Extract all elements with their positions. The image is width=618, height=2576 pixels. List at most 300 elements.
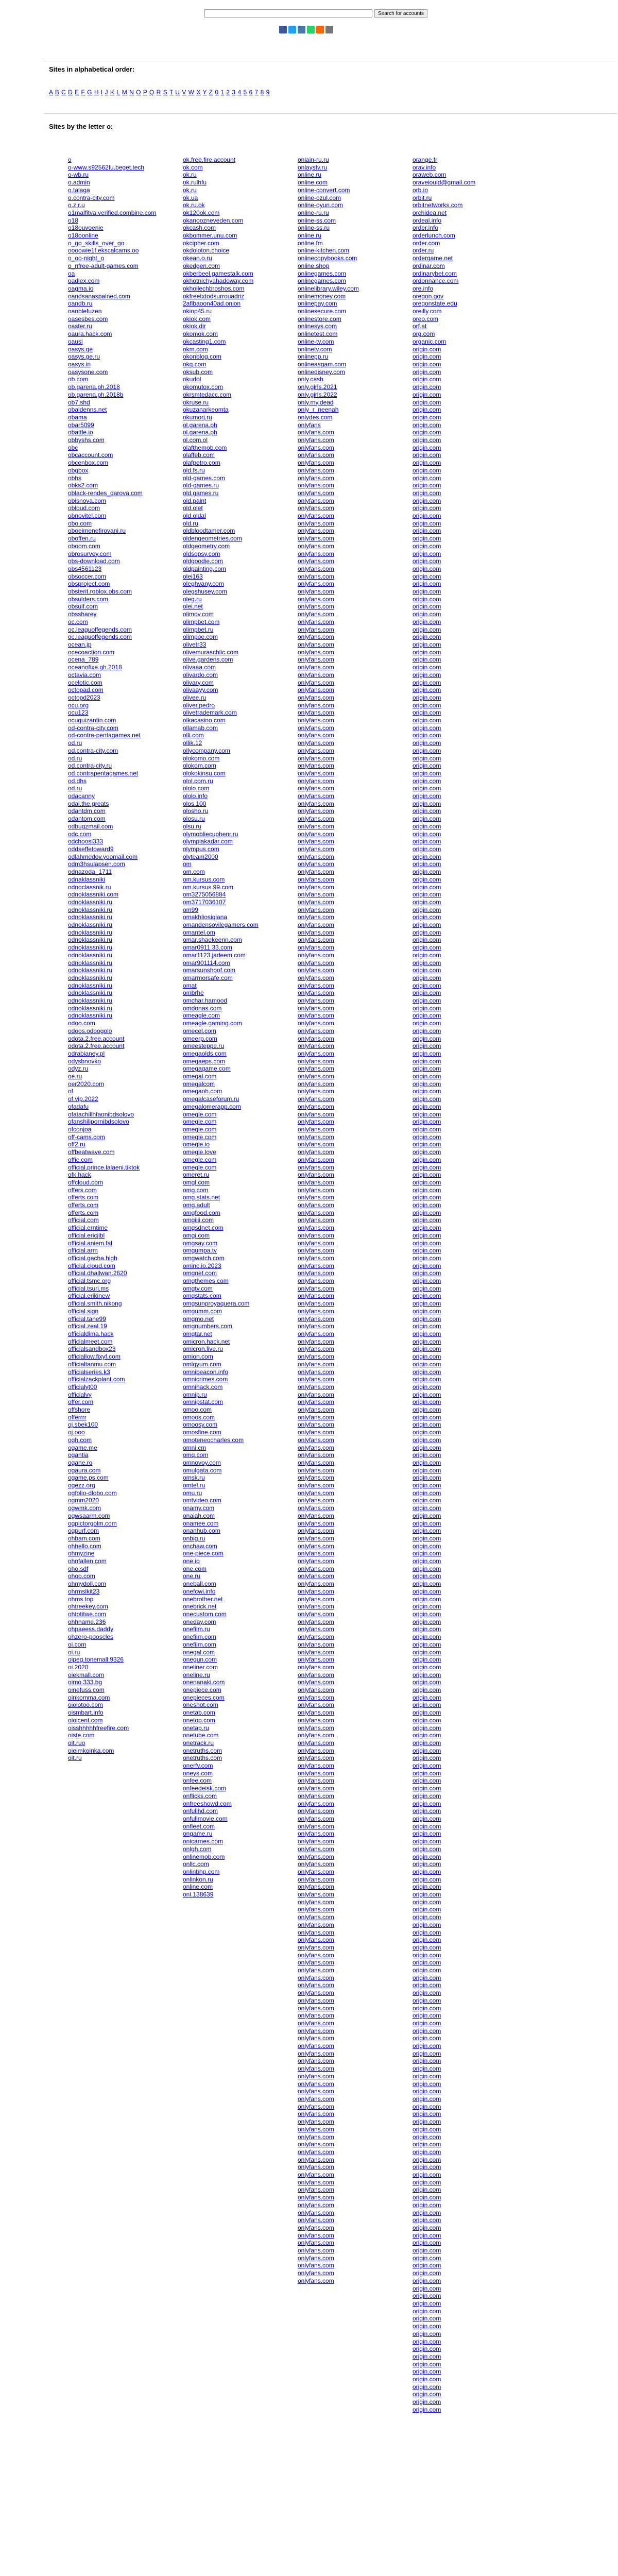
site-link[interactable]: oasys.ge	[68, 345, 93, 353]
site-link[interactable]: okedgen.com	[183, 262, 220, 269]
site-link[interactable]: origin.com	[413, 580, 441, 588]
site-link[interactable]: origin.com	[413, 1088, 441, 1095]
site-link[interactable]: origin.com	[413, 2110, 441, 2118]
site-link[interactable]: origin.com	[413, 1504, 441, 1512]
site-link[interactable]: onlyfans.com	[298, 1383, 334, 1391]
site-link[interactable]: onlyfans.com	[298, 838, 334, 845]
site-link[interactable]: onlyfans.com	[298, 512, 334, 520]
site-link[interactable]: origin.com	[413, 2186, 441, 2194]
site-link[interactable]: obisnova.com	[68, 497, 107, 504]
site-link[interactable]: onlyfans.com	[298, 436, 334, 444]
site-link[interactable]: origin.com	[413, 527, 441, 535]
site-link[interactable]: omar0911.33.com	[183, 944, 232, 952]
site-link[interactable]: onlyfans.com	[298, 2216, 334, 2224]
site-link[interactable]: od-contra-city.com	[68, 724, 118, 732]
site-link[interactable]: onlyfans.com	[298, 2103, 334, 2110]
site-link[interactable]: online-oyun.com	[298, 201, 344, 209]
site-link[interactable]: obc	[68, 444, 78, 451]
letter-link[interactable]: 1	[220, 89, 225, 96]
site-link[interactable]: onlyfans.com	[298, 625, 334, 633]
site-link[interactable]: origin.com	[413, 1413, 441, 1421]
site-link[interactable]: onicarnes.com	[183, 1838, 224, 1845]
site-link[interactable]: onlyfans.com	[298, 1254, 334, 1262]
site-link[interactable]: ongame.ru	[183, 1830, 213, 1838]
site-link[interactable]: odchoosi333	[68, 838, 104, 845]
letter-link[interactable]: K	[110, 89, 115, 96]
site-link[interactable]: origin.com	[413, 2035, 441, 2042]
site-link[interactable]: origin.com	[413, 997, 441, 1005]
letter-link[interactable]: 6	[249, 89, 253, 96]
site-link[interactable]: okean.o.ru	[183, 255, 212, 262]
site-link[interactable]: origin.com	[413, 2352, 441, 2360]
site-link[interactable]: ololo.com	[183, 785, 210, 792]
site-link[interactable]: onlyfans.com	[298, 1800, 334, 1807]
site-link[interactable]: origin.com	[413, 664, 441, 671]
site-link[interactable]: onlyfans.com	[298, 2065, 334, 2073]
site-link[interactable]: origin.com	[413, 1065, 441, 1073]
site-link[interactable]: origin.com	[413, 1224, 441, 1232]
site-link[interactable]: omegle.com	[183, 1163, 217, 1171]
site-link[interactable]: origin.com	[413, 913, 441, 921]
site-link[interactable]: onlyfans.com	[298, 1838, 334, 1845]
site-link[interactable]: onl.138639	[183, 1891, 214, 1899]
site-link[interactable]: origin.com	[413, 1451, 441, 1459]
site-link[interactable]: oit.ru	[68, 1754, 82, 1762]
site-link[interactable]: onlyfans.com	[298, 535, 334, 543]
site-link[interactable]: origin.com	[413, 1216, 441, 1224]
site-link[interactable]: od-contra-pentagames.net	[68, 732, 141, 739]
site-link[interactable]: ol.garena.ph	[183, 429, 217, 436]
site-link[interactable]: origin.com	[413, 1663, 441, 1671]
site-link[interactable]: origin.com	[413, 1868, 441, 1875]
site-link[interactable]: onlinesys.com	[298, 323, 337, 330]
site-link[interactable]: origin.com	[413, 1398, 441, 1406]
site-link[interactable]: omegalcaseforum.ru	[183, 1095, 239, 1103]
site-link[interactable]: oasysone.com	[68, 368, 108, 376]
site-link[interactable]: officialmeet.com	[68, 1337, 113, 1345]
site-link[interactable]: origin.com	[413, 1436, 441, 1444]
site-link[interactable]: onlyfans.com	[298, 1042, 334, 1050]
site-link[interactable]: olivetrademark.com	[183, 709, 237, 717]
site-link[interactable]: onlyfans.com	[298, 1709, 334, 1717]
site-link[interactable]: origin.com	[413, 898, 441, 906]
site-link[interactable]: onefilm.ru	[183, 1625, 210, 1633]
site-link[interactable]: onlyfans.com	[298, 1785, 334, 1792]
site-link[interactable]: origin.com	[413, 845, 441, 853]
site-link[interactable]: onlyfans.com	[298, 944, 334, 952]
site-link[interactable]: oa	[68, 269, 75, 277]
site-link[interactable]: onlinbhp.com	[183, 1868, 220, 1875]
site-link[interactable]: origin.com	[413, 1254, 441, 1262]
site-link[interactable]: origin.com	[413, 360, 441, 368]
site-link[interactable]: origin.com	[413, 2012, 441, 2020]
site-link[interactable]: origin.com	[413, 512, 441, 520]
site-link[interactable]: ok.com	[183, 163, 203, 171]
site-link[interactable]: ob.garena.ph.2018b	[68, 391, 124, 398]
site-link[interactable]: origin.com	[413, 1732, 441, 1739]
site-link[interactable]: oioiotoo.com	[68, 1701, 104, 1709]
site-link[interactable]: ofanshilipornibdsolovo	[68, 1118, 129, 1126]
letter-link[interactable]: 2	[226, 89, 230, 96]
site-link[interactable]: origin.com	[413, 1656, 441, 1664]
site-link[interactable]: origin.com	[413, 1996, 441, 2004]
site-link[interactable]: onlyfans.com	[298, 1671, 334, 1679]
site-link[interactable]: origin.com	[413, 709, 441, 717]
site-link[interactable]: onegun.com	[183, 1656, 217, 1664]
site-link[interactable]: origin.com	[413, 868, 441, 876]
site-link[interactable]: ogaura.com	[68, 1466, 101, 1474]
site-link[interactable]: onepieces.com	[183, 1693, 225, 1701]
site-link[interactable]: onlyfans.com	[298, 1065, 334, 1073]
site-link[interactable]: omegle.com	[183, 1118, 217, 1126]
site-link[interactable]: oimo.333.bg	[68, 1679, 102, 1686]
letter-link[interactable]: L	[116, 89, 120, 96]
site-link[interactable]: o_oo-night_o	[68, 255, 105, 262]
site-link[interactable]: origin.com	[413, 830, 441, 838]
site-link[interactable]: oi.ru	[68, 1648, 80, 1656]
site-link[interactable]: origin.com	[413, 1625, 441, 1633]
site-link[interactable]: onlyfans.com	[298, 1959, 334, 1967]
site-link[interactable]: ohrmslkit23	[68, 1587, 100, 1595]
site-link[interactable]: origin.com	[413, 542, 441, 550]
site-link[interactable]: oagma.io	[68, 284, 94, 292]
site-link[interactable]: onlyfans.com	[298, 572, 334, 580]
site-link[interactable]: ogmm2020	[68, 1497, 99, 1504]
site-link[interactable]: oregon.gov	[413, 292, 444, 300]
site-link[interactable]: okhollechbroshos.com	[183, 284, 245, 292]
site-link[interactable]: olokokinsu.com	[183, 769, 226, 777]
site-link[interactable]: oldbloodtamer.com	[183, 527, 235, 535]
site-link[interactable]: origin.com	[413, 1860, 441, 1868]
site-link[interactable]: oneday.com	[183, 1618, 216, 1625]
site-link[interactable]: olymobliecuphenr.ru	[183, 830, 238, 838]
site-link[interactable]: onlyfans.com	[298, 891, 334, 899]
site-link[interactable]: okrsmtedacc.com	[183, 391, 232, 398]
site-link[interactable]: omicron.live.ru	[183, 1345, 224, 1353]
site-link[interactable]: onetop.com	[183, 1716, 215, 1724]
site-link[interactable]: origin.com	[413, 1262, 441, 1269]
site-link[interactable]: origin.com	[413, 444, 441, 451]
site-link[interactable]: origin.com	[413, 618, 441, 625]
site-link[interactable]: origin.com	[413, 959, 441, 967]
site-link[interactable]: omar.shaekeenn.com	[183, 936, 242, 944]
site-link[interactable]: origin.com	[413, 2163, 441, 2171]
site-link[interactable]: om.kursus.com	[183, 875, 225, 883]
site-link[interactable]: origin.com	[413, 2239, 441, 2247]
site-link[interactable]: olos.100	[183, 800, 207, 807]
site-link[interactable]: omgthemes.com	[183, 1277, 229, 1285]
site-link[interactable]: onlyfans.com	[298, 913, 334, 921]
share-icon[interactable]	[279, 26, 287, 33]
site-link[interactable]: om.kursus.99.com	[183, 883, 234, 891]
share-icon[interactable]	[325, 26, 333, 33]
site-link[interactable]: omoo.com	[183, 1406, 212, 1414]
site-link[interactable]: odnoklassniki.ru	[68, 913, 113, 921]
site-link[interactable]: online.shop	[298, 262, 330, 269]
site-link[interactable]: origin.com	[413, 1936, 441, 1944]
site-link[interactable]: origin.com	[413, 1891, 441, 1899]
site-link[interactable]: oldengeometries.com	[183, 535, 242, 543]
site-link[interactable]: omegle.com	[183, 1156, 217, 1163]
site-link[interactable]: onlyfans.com	[298, 747, 334, 754]
site-link[interactable]: olivary.com	[183, 679, 214, 686]
site-link[interactable]: onfleet.com	[183, 1822, 215, 1830]
site-link[interactable]: origin.com	[413, 429, 441, 436]
site-link[interactable]: origin.com	[413, 2337, 441, 2345]
site-link[interactable]: origin.com	[413, 603, 441, 611]
letter-link[interactable]: 7	[254, 89, 259, 96]
site-link[interactable]: origin.com	[413, 1057, 441, 1065]
site-link[interactable]: onlyfans.com	[298, 693, 334, 701]
site-link[interactable]: origin.com	[413, 406, 441, 414]
site-link[interactable]: onlyfans.com	[298, 2254, 334, 2262]
site-link[interactable]: officialvy	[68, 1391, 92, 1398]
site-link[interactable]: om3717036107	[183, 898, 226, 906]
site-link[interactable]: origin.com	[413, 1906, 441, 1913]
site-link[interactable]: onlyfans.com	[298, 2209, 334, 2216]
site-link[interactable]: olivardo.com	[183, 671, 218, 679]
site-link[interactable]: origin.com	[413, 2080, 441, 2088]
site-link[interactable]: onlyfans.com	[298, 1732, 334, 1739]
site-link[interactable]: onlyfans.com	[298, 1989, 334, 1997]
site-link[interactable]: onlyfans.com	[298, 2178, 334, 2186]
site-link[interactable]: origin.com	[413, 1679, 441, 1686]
site-link[interactable]: ohmydoll.com	[68, 1580, 107, 1588]
site-link[interactable]: onlyfans.com	[298, 656, 334, 664]
site-link[interactable]: omosfine.com	[183, 1429, 221, 1436]
site-link[interactable]: onlyfans.com	[298, 717, 334, 724]
site-link[interactable]: odnaklassniki	[68, 875, 106, 883]
site-link[interactable]: ogame.me	[68, 1444, 97, 1451]
site-link[interactable]: origin.com	[413, 1981, 441, 1989]
site-link[interactable]: onlyfans.com	[298, 1323, 334, 1330]
site-link[interactable]: oausl	[68, 337, 83, 345]
site-link[interactable]: olei.net	[183, 603, 203, 611]
site-link[interactable]: origin.com	[413, 2254, 441, 2262]
site-link[interactable]: origin.com	[413, 1762, 441, 1770]
site-link[interactable]: ohmyzine	[68, 1550, 95, 1557]
site-link[interactable]: oraveiouid@gmail.com	[413, 179, 476, 187]
site-link[interactable]: origin.com	[413, 1580, 441, 1588]
site-link[interactable]: oldgoodie.com	[183, 557, 224, 565]
site-link[interactable]: omgstats.com	[183, 1292, 221, 1300]
site-link[interactable]: omgsdnet.com	[183, 1224, 224, 1232]
site-link[interactable]: origin.com	[413, 1989, 441, 1997]
site-link[interactable]: origin.com	[413, 1429, 441, 1436]
site-link[interactable]: odbugzmail.com	[68, 822, 113, 830]
site-link[interactable]: origin.com	[413, 1292, 441, 1300]
site-link[interactable]: origin.com	[413, 754, 441, 762]
site-link[interactable]: offcloud.com	[68, 1178, 103, 1186]
site-link[interactable]: onbig.ru	[183, 1534, 205, 1542]
site-link[interactable]: origin.com	[413, 1845, 441, 1853]
site-link[interactable]: onlyfans.com	[298, 1466, 334, 1474]
site-link[interactable]: onlyfans.com	[298, 2027, 334, 2035]
site-link[interactable]: onlyfans.com	[298, 1512, 334, 1519]
site-link[interactable]: onlyfans.com	[298, 1822, 334, 1830]
site-link[interactable]: onlyfans.com	[298, 1693, 334, 1701]
site-link[interactable]: origin.com	[413, 641, 441, 648]
site-link[interactable]: origin.com	[413, 1800, 441, 1807]
site-link[interactable]: origin.com	[413, 860, 441, 868]
site-link[interactable]: origin.com	[413, 2269, 441, 2277]
site-link[interactable]: origin.com	[413, 2148, 441, 2156]
site-link[interactable]: origin.com	[413, 1611, 441, 1618]
site-link[interactable]: onlyfans.com	[298, 1141, 334, 1148]
site-link[interactable]: onlyfans.com	[298, 807, 334, 815]
letter-link[interactable]: P	[143, 89, 148, 96]
site-link[interactable]: onlyfans.com	[298, 1618, 334, 1625]
site-link[interactable]: official.smith.nikong	[68, 1300, 122, 1308]
site-link[interactable]: ohhello.com	[68, 1542, 101, 1550]
site-link[interactable]: odrabianey.pl	[68, 1049, 105, 1057]
site-link[interactable]: okq.com	[183, 360, 207, 368]
site-link[interactable]: onlyfans.com	[298, 1004, 334, 1012]
site-link[interactable]: ohhname.236	[68, 1618, 106, 1625]
site-link[interactable]: onlyfans.com	[298, 1504, 334, 1512]
site-link[interactable]: omni.cm	[183, 1444, 207, 1451]
site-link[interactable]: origin.com	[413, 883, 441, 891]
site-link[interactable]: one.io	[183, 1557, 200, 1565]
site-link[interactable]: onlyfans.com	[298, 550, 334, 557]
site-link[interactable]: online.ru	[298, 232, 322, 240]
site-link[interactable]: origin.com	[413, 1550, 441, 1557]
site-link[interactable]: origin.com	[413, 1042, 441, 1050]
site-link[interactable]: origin.com	[413, 1406, 441, 1414]
site-link[interactable]: origin.com	[413, 2345, 441, 2353]
site-link[interactable]: origin.com	[413, 739, 441, 747]
site-link[interactable]: onerfv.com	[183, 1762, 213, 1770]
site-link[interactable]: onlyfans.com	[298, 1875, 334, 1883]
site-link[interactable]: oasys.in	[68, 360, 91, 368]
site-link[interactable]: ok.ru.ok	[183, 201, 205, 209]
site-link[interactable]: olimpoe.com	[183, 633, 218, 641]
site-link[interactable]: ohoo.com	[68, 1572, 95, 1580]
letter-link[interactable]: B	[55, 89, 60, 96]
site-link[interactable]: origin.com	[413, 497, 441, 504]
site-link[interactable]: onlyfans.com	[298, 1368, 334, 1376]
site-link[interactable]: odoos.odoogolo	[68, 1027, 112, 1035]
site-link[interactable]: omicron.hack.net	[183, 1337, 230, 1345]
site-link[interactable]: onlyfans.com	[298, 1262, 334, 1269]
site-link[interactable]: origin.com	[413, 2391, 441, 2398]
search-input[interactable]	[204, 9, 372, 18]
site-link[interactable]: origin.com	[413, 717, 441, 724]
site-link[interactable]: onlinesecure.com	[298, 308, 347, 315]
site-link[interactable]: onlyfans.com	[298, 1148, 334, 1156]
site-link[interactable]: onfreeshowd.com	[183, 1800, 232, 1807]
search-button[interactable]: Search for accounts	[374, 9, 427, 18]
site-link[interactable]: origin.com	[413, 1701, 441, 1709]
site-link[interactable]: od.contra-city.ru	[68, 762, 112, 770]
site-link[interactable]: offic.com	[68, 1156, 93, 1163]
site-link[interactable]: origin.com	[413, 1838, 441, 1845]
site-link[interactable]: od.ru	[68, 754, 82, 762]
site-link[interactable]: onlyfans.com	[298, 557, 334, 565]
site-link[interactable]: olimpbet.com	[183, 618, 220, 625]
site-link[interactable]: official.cloud.com	[68, 1262, 115, 1269]
site-link[interactable]: omarmorsafe.com	[183, 974, 233, 981]
site-link[interactable]: onlyfans.com	[298, 611, 334, 618]
site-link[interactable]: odantdm.com	[68, 807, 106, 815]
site-link[interactable]: origin.com	[413, 550, 441, 557]
site-link[interactable]: onlinepp.ru	[298, 353, 329, 361]
site-link[interactable]: onegal.com	[183, 1648, 215, 1656]
site-link[interactable]: origin.com	[413, 944, 441, 952]
site-link[interactable]: origin.com	[413, 1095, 441, 1103]
site-link[interactable]: origin.com	[413, 1951, 441, 1959]
site-link[interactable]: onlyfans.com	[298, 2194, 334, 2201]
site-link[interactable]: origin.com	[413, 557, 441, 565]
site-link[interactable]: origin.com	[413, 398, 441, 406]
site-link[interactable]: origin.com	[413, 2376, 441, 2383]
site-link[interactable]: origin.com	[413, 936, 441, 944]
site-link[interactable]: origin.com	[413, 1284, 441, 1292]
site-link[interactable]: onlineasgam.com	[298, 360, 347, 368]
site-link[interactable]: officialyt00	[68, 1383, 97, 1391]
site-link[interactable]: ocu123	[68, 709, 89, 717]
site-link[interactable]: onefilm.com	[183, 1633, 216, 1641]
site-link[interactable]: onlyfans.com	[298, 2042, 334, 2050]
site-link[interactable]: ogpurf.com	[68, 1527, 99, 1535]
site-link[interactable]: origin.com	[413, 906, 441, 913]
site-link[interactable]: onlyfans.com	[298, 1611, 334, 1618]
site-link[interactable]: onlyfans.com	[298, 754, 334, 762]
site-link[interactable]: ocean.jp	[68, 641, 92, 648]
site-link[interactable]: origin.com	[413, 1360, 441, 1368]
site-link[interactable]: origin.com	[413, 2360, 441, 2368]
site-link[interactable]: onlyfans.com	[298, 792, 334, 800]
site-link[interactable]: omtel.ru	[183, 1482, 205, 1489]
site-link[interactable]: officialdima.hack	[68, 1330, 114, 1337]
site-link[interactable]: okudol	[183, 376, 201, 383]
site-link[interactable]: okbommer.unu.com	[183, 232, 237, 240]
letter-link[interactable]: H	[94, 89, 99, 96]
site-link[interactable]: origin.com	[413, 489, 441, 497]
site-link[interactable]: origin.com	[413, 2315, 441, 2323]
site-link[interactable]: omgtar.net	[183, 1330, 212, 1337]
site-link[interactable]: onenanaki.com	[183, 1679, 225, 1686]
site-link[interactable]: off2.ru	[68, 1141, 85, 1148]
site-link[interactable]: oioicent.com	[68, 1716, 103, 1724]
site-link[interactable]: onlyfans.com	[298, 2080, 334, 2088]
site-link[interactable]: onlinkon.ru	[183, 1875, 213, 1883]
site-link[interactable]: ogwsaarm.com	[68, 1512, 110, 1519]
site-link[interactable]: oer2020.com	[68, 1080, 105, 1088]
site-link[interactable]: obrosurvey.com	[68, 550, 112, 557]
site-link[interactable]: origin.com	[413, 1898, 441, 1906]
site-link[interactable]: ofconjoa	[68, 1126, 92, 1133]
site-link[interactable]: only.cash	[298, 376, 323, 383]
site-link[interactable]: ogantia	[68, 1451, 89, 1459]
site-link[interactable]: origin.com	[413, 2125, 441, 2133]
site-link[interactable]: oneshot.com	[183, 1701, 218, 1709]
site-link[interactable]: onlyfans.com	[298, 1126, 334, 1133]
site-link[interactable]: onlyfans.com	[298, 1398, 334, 1406]
site-link[interactable]: omegle.love	[183, 1148, 216, 1156]
site-link[interactable]: online-convert.com	[298, 186, 350, 194]
site-link[interactable]: onlyfans.com	[298, 459, 334, 467]
site-link[interactable]: obhs	[68, 474, 82, 482]
site-link[interactable]: olympus.com	[183, 845, 219, 853]
site-link[interactable]: onlain-ru.ru	[298, 156, 329, 163]
site-link[interactable]: omeret.ru	[183, 1171, 210, 1179]
site-link[interactable]: origin.com	[413, 1739, 441, 1747]
site-link[interactable]: omgumm.com	[183, 1307, 222, 1315]
site-link[interactable]: onlyfans.com	[298, 2141, 334, 2148]
site-link[interactable]: origin.com	[413, 1618, 441, 1625]
site-link[interactable]: ocu.org	[68, 701, 89, 709]
